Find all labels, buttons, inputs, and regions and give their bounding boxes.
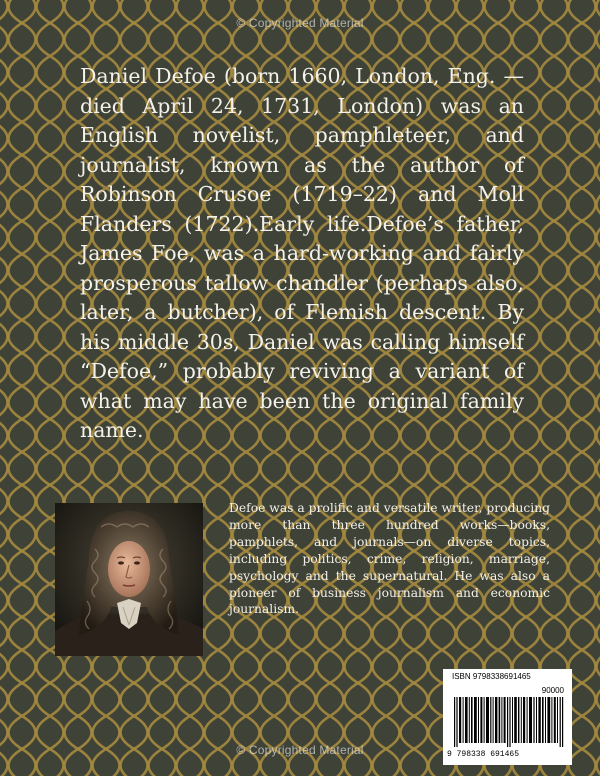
- author-biography-paragraph: Daniel Defoe (born 1660, London, Eng. —died April 24, 1731, London) was an English novelist, pamphleteer, and journalist, known as the author of Robinson Crusoe (1719–22) and Moll Flanders (1722).Early life.Defoe’s father, James Foe, was a hard-working and fairly prosperous tallow chandler (perhaps also, later, a butcher), of Flemish descent. By his middle 30s, Daniel was calling himself “Defoe,” probably reviving a variant of what may have been the original family name.: [80, 64, 524, 442]
- copyright-watermark-bottom: © Copyrighted Material: [236, 743, 364, 757]
- barcode-digits: 9 798338 691465: [447, 750, 520, 759]
- price-code: 90000: [541, 686, 564, 695]
- writer-career-paragraph: Defoe was a prolific and versatile writer, producing more than three hundred works—books, pamphlets, and journals—on diverse topics, including politics, crime, religion, marriage, psychology and the supernatural. He was also a pioneer of business journalism and economic journalism.: [229, 501, 550, 617]
- isbn-label: ISBN 9798338691465: [452, 672, 531, 681]
- copyright-watermark-top: © Copyrighted Material: [236, 16, 364, 30]
- barcode-bars: [454, 697, 564, 747]
- author-portrait-image: [55, 503, 203, 656]
